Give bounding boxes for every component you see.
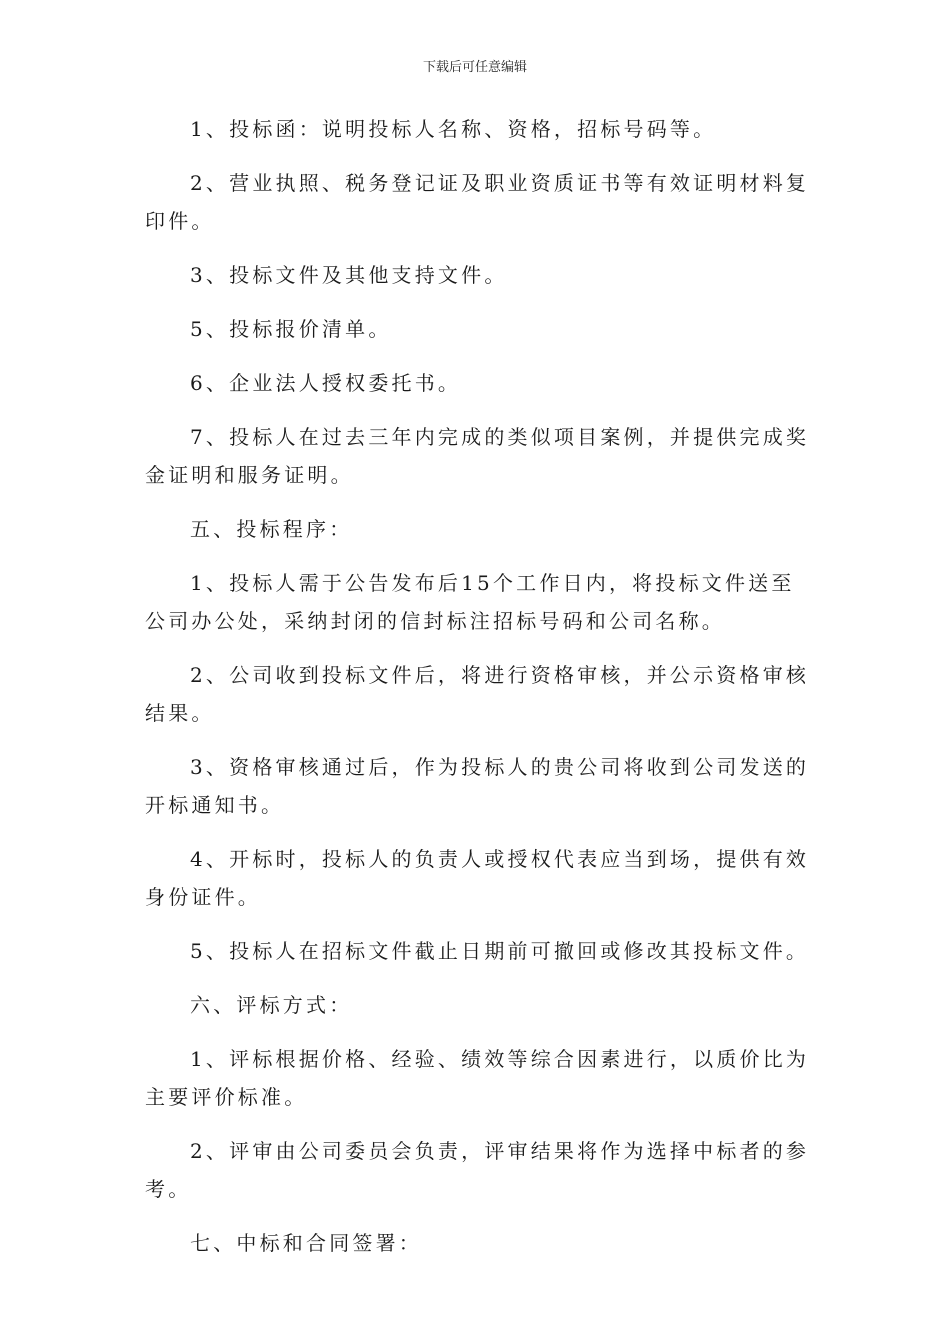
paragraph-evaluation-criteria: 1、评标根据价格、经验、绩效等综合因素进行，以质价比为主要评价标准。 bbox=[145, 1047, 810, 1109]
document-body bbox=[145, 110, 810, 1278]
paragraph-bid-documents: 3、投标文件及其他支持文件。 bbox=[190, 263, 508, 287]
paragraph-business-license: 2、营业执照、税务登记证及职业资质证书等有效证明材料复印件。 bbox=[145, 171, 810, 233]
section-heading-award-contract: 七、中标和合同签署： bbox=[190, 1231, 422, 1255]
paragraph-opening-notice: 3、资格审核通过后，作为投标人的贵公司将收到公司发送的开标通知书。 bbox=[145, 755, 810, 817]
paragraph-price-list: 5、投标报价清单。 bbox=[190, 317, 392, 341]
paragraph-withdrawal: 5、投标人在招标文件截止日期前可撤回或修改其投标文件。 bbox=[190, 939, 810, 963]
paragraph-project-cases: 7、投标人在过去三年内完成的类似项目案例，并提供完成奖金证明和服务证明。 bbox=[145, 425, 810, 487]
paragraph-qualification-review: 2、公司收到投标文件后，将进行资格审核，并公示资格审核结果。 bbox=[145, 663, 810, 725]
paragraph-evaluation-committee: 2、评审由公司委员会负责，评审结果将作为选择中标者的参考。 bbox=[145, 1139, 810, 1201]
section-heading-bid-procedure: 五、投标程序： bbox=[190, 517, 353, 541]
paragraph-bid-letter: 1、投标函：说明投标人名称、资格，招标号码等。 bbox=[190, 117, 717, 141]
paragraph-submission: 1、投标人需于公告发布后15个工作日内，将投标文件送至公司办公处，采纳封闭的信封标注招标号码和公司名称。 bbox=[145, 571, 795, 633]
paragraph-authorization: 6、企业法人授权委托书。 bbox=[190, 371, 462, 395]
section-heading-evaluation: 六、评标方式： bbox=[190, 993, 353, 1017]
page-header-watermark: 下载后可任意编辑 bbox=[422, 60, 527, 75]
paragraph-bid-opening: 4、开标时，投标人的负责人或授权代表应当到场，提供有效身份证件。 bbox=[145, 847, 810, 909]
